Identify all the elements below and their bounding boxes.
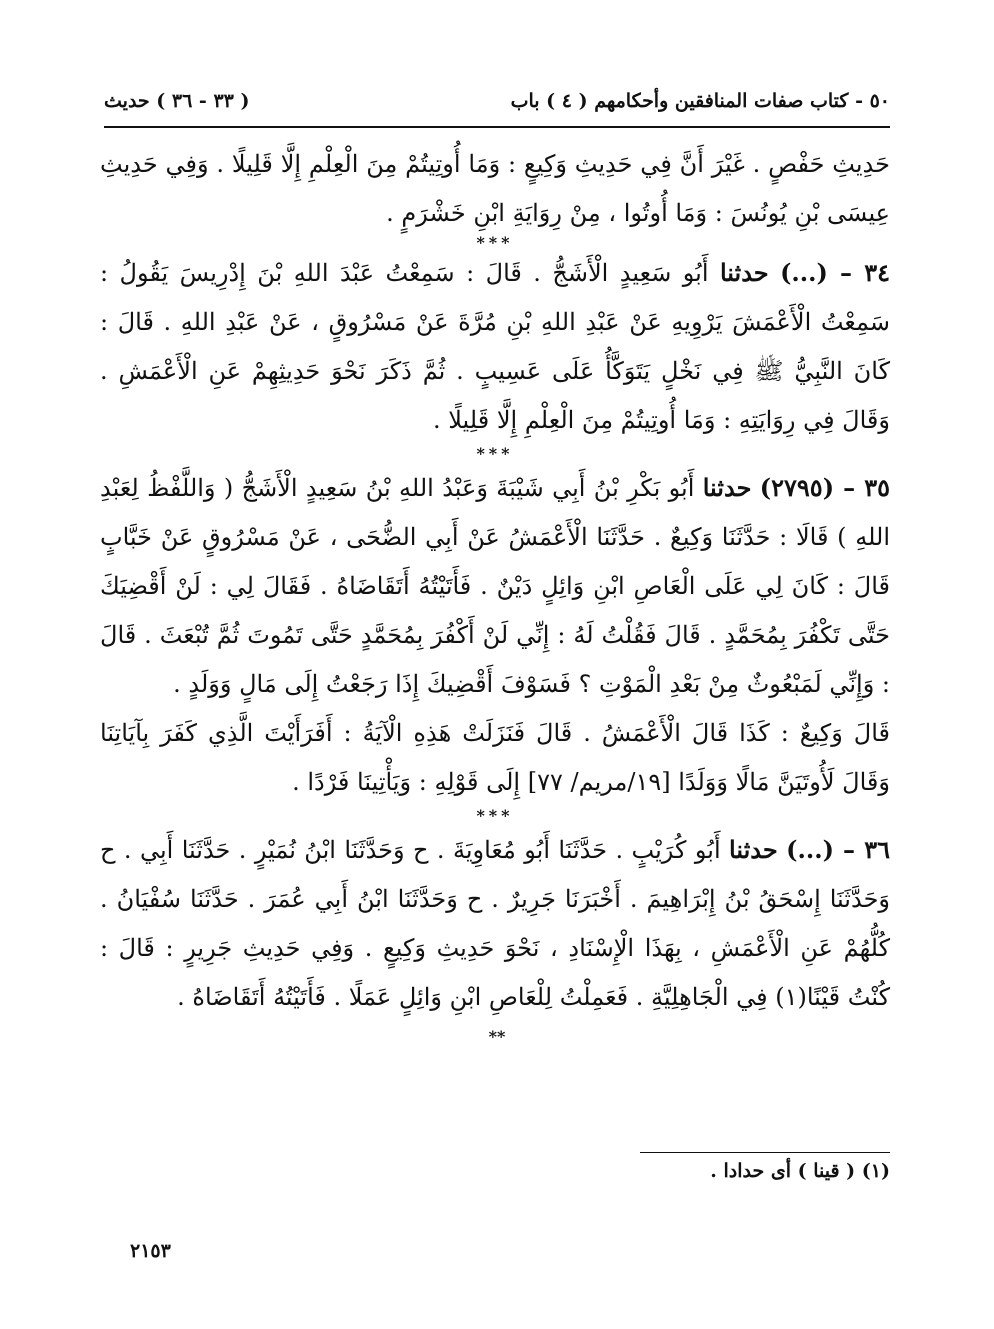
hadith-opening-word: حدثنا [719,258,769,287]
paragraph-continuation: حَدِيثِ حَفْصٍ . غَيْرَ أَنَّ فِي حَدِيثِ وَكِيعٍ : وَمَا أُوتِيتُمْ مِنَ الْعِلْمِ إِلَّا قَلِيلًا . وَفِي حَدِيثِ عِيسَى بْنِ يُونُسَ : وَمَا أُوتُوا ، مِنْ رِوَايَةِ ابْنِ خَشْرَمٍ . [100,150,890,227]
running-header [104,90,890,124]
separator-stars: *** [476,444,514,463]
hadith-number: ٣٤ – (...) [780,258,890,287]
footnote-rule [640,1152,890,1153]
header-rule [104,126,890,128]
end-ornament: ** [488,1027,506,1046]
hadith-opening-word: حدثنا [729,835,778,864]
hadith-number: ٣٦ – (...) [786,835,890,864]
hadith-text: أَبُو بَكْرِ بْنُ أَبِي شَيْبَةَ وَعَبْدُ اللهِ بْنُ سَعِيدٍ الْأَشَجُّ ( وَاللَّفْظُ لِعَبْدِ اللهِ ) قَالَا : حَدَّثَنَا وَكِيعٌ . حَدَّثَنَا الْأَعْمَشُ عَنْ أَبِي الضُّحَى ، عَنْ مَسْرُوقٍ عَنْ خَبَّابٍ قَالَ : كَانَ لِي عَلَى الْعَاصِ ابْنِ وَائِلٍ دَيْنٌ . فَأَتَيْتُهُ أَتَقَاضَاهُ . فَقَالَ لِي : لَنْ أَقْضِيَكَ حَتَّى تَكْفُرَ بِمُحَمَّدٍ . قَالَ فَقُلْتُ لَهُ : إِنِّي لَنْ أَكْفُرَ بِمُحَمَّدٍ حَتَّى تَمُوتَ ثُمَّ تُبْعَثَ . قَالَ : وَإِنِّي لَمَبْعُوثٌ مِنْ بَعْدِ الْمَوْتِ ؟ فَسَوْفَ أَقْضِيكَ إِذَا رَجَعْتُ إِلَى مَالٍ وَوَلَدٍ . [100,474,890,698]
separator-stars: *** [476,806,514,825]
hadith-text: أَبُو سَعِيدٍ الْأَشَجُّ . قَالَ : سَمِعْتُ عَبْدَ اللهِ بْنَ إِدْرِيسَ يَقُولُ : سَمِعْتُ الْأَعْمَشَ يَرْوِيهِ عَنْ عَبْدِ اللهِ بْنِ مُرَّةَ عَنْ مَسْرُوقٍ ، عَنْ عَبْدِ اللهِ . قَالَ : كَانَ النَّبِيُّ ﷺ فِي نَخْلٍ يَتَوَكَّأُ عَلَى عَسِيبٍ . ثُمَّ ذَكَرَ نَحْوَ حَدِيثِهِمْ عَنِ الْأَعْمَشِ . وَقَالَ فِي رِوَايَتِهِ : وَمَا أُوتِيتُمْ مِنَ الْعِلْمِ إِلَّا قَلِيلًا . [100,259,890,434]
footnote: (١) ( قينا ) أى حدادا . [710,1160,890,1182]
hadith-number: ٣٥ – (٢٧٩٥) [759,473,890,502]
hadith-text: أَبُو كُرَيْبٍ . حَدَّثَنَا أَبُو مُعَاوِيَةَ . ح وَحَدَّثَنَا ابْنُ نُمَيْرٍ . حَدَّثَنَا أَبِي . ح وَحَدَّثَنَا إِسْحَقُ بْنُ إِبْرَاهِيمَ . أَخْبَرَنَا جَرِيرٌ . ح وَحَدَّثَنَا ابْنُ أَبِي عُمَرَ . حَدَّثَنَا سُفْيَانُ . كُلُّهُمْ عَنِ الْأَعْمَشِ ، بِهَذَا الْإِسْنَادِ ، نَحْوَ حَدِيثِ وَكِيعٍ . وَفِي حَدِيثِ جَرِيرٍ : قَالَ : كُنْتُ قَيْنًا(١) فِي الْجَاهِلِيَّةِ . فَعَمِلْتُ لِلْعَاصِ ابْنِ وَائِلٍ عَمَلًا . فَأَتَيْتُهُ أَتَقَاضَاهُ . [100,836,890,1011]
separator-stars: *** [476,233,514,252]
hadith-35 [100,463,890,709]
paragraph-waki-note: قَالَ وَكِيعٌ : كَذَا قَالَ الْأَعْمَشُ . قَالَ فَنَزَلَتْ هَذِهِ الْآيَةُ : أَفَرَأَيْتَ الَّذِي كَفَرَ بِآيَاتِنَا وَقَالَ لَأُوتَيَنَّ مَالًا وَوَلَدًا [١٩/مريم/ ٧٧] إِلَى قَوْلِهِ : وَيَأْتِينَا فَرْدًا . [100,719,890,796]
hadith-opening-word: حدثنا [702,473,752,502]
page-body [100,140,890,1022]
header-chapter-title: ٥٠ - كتاب صفات المنافقين وأحكامهم ( ٤ ) باب [510,90,890,112]
hadith-36 [100,825,890,1022]
page-number: ٢١٥٣ [130,1240,171,1262]
hadith-34 [100,248,890,445]
header-hadith-range: ( ٣٣ - ٣٦ ) حديث [104,90,250,112]
